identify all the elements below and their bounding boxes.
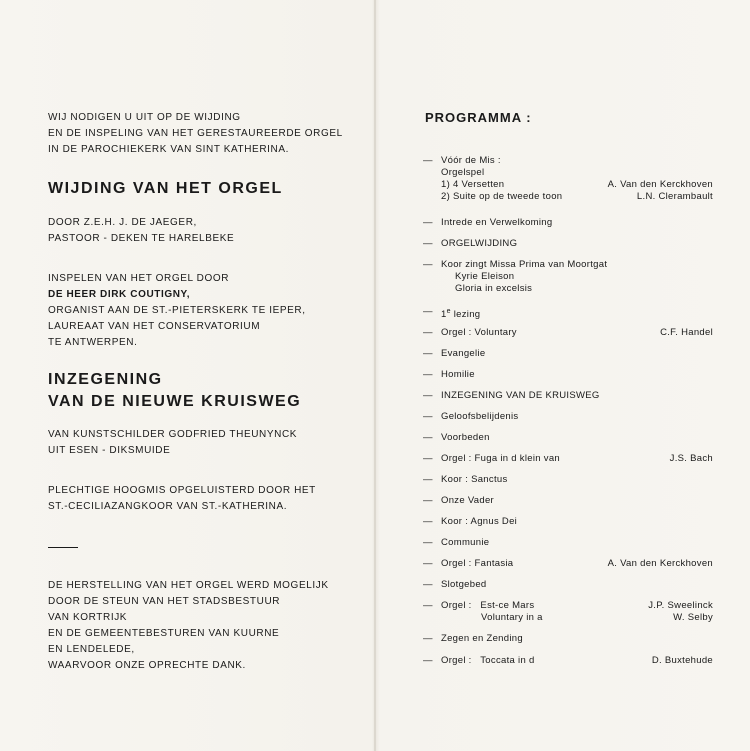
dash: — [423, 259, 433, 270]
organist-name: DE HEER DIRK COUTIGNY, [48, 289, 191, 300]
program-item [423, 306, 713, 321]
heading-wijding: WIJDING VAN HET ORGEL [48, 180, 283, 197]
program-item [423, 348, 713, 360]
wijding-text [48, 215, 234, 247]
composer: A. Van den Kerckhoven [607, 558, 713, 569]
text-line: DOOR DE STEUN VAN HET STADSBESTUUR [48, 596, 281, 607]
text-line: WIJ NODIGEN U UIT OP DE WIJDING [48, 112, 241, 123]
composer: A. Van den Kerckhoven [607, 179, 713, 190]
dash: — [423, 600, 433, 611]
item-label: Onze Vader [441, 495, 494, 506]
center-fold [374, 0, 376, 751]
item-label: 2) Suite op de tweede toon [441, 191, 563, 202]
divider [48, 547, 78, 548]
item-label: Koor : Sanctus [441, 474, 508, 485]
dash: — [423, 155, 433, 166]
text-line: ST.-CECILIAZANGKOOR VAN ST.-KATHERINA. [48, 501, 288, 512]
text-line: ORGANIST AAN DE ST.-PIETERSKERK TE IEPER, [48, 305, 306, 316]
item-label: Gloria in excelsis [455, 283, 533, 294]
dash: — [423, 495, 433, 506]
text-line: TE ANTWERPEN. [48, 337, 138, 348]
dash: — [423, 516, 433, 527]
program-item [423, 217, 713, 229]
kruisweg-text [48, 427, 297, 459]
item-label: Orgel : Voluntary [441, 327, 517, 338]
item-label: Intrede en Verwelkoming [441, 217, 553, 228]
program-item [423, 155, 713, 203]
text-line: EN DE INSPELING VAN HET GERESTAUREERDE ORGEL [48, 128, 343, 139]
program-item [423, 369, 713, 381]
item-label: Voluntary in a [481, 612, 543, 623]
program-item [423, 558, 713, 570]
program-item [423, 453, 713, 465]
text-line: UIT ESEN - DIKSMUIDE [48, 445, 171, 456]
program-item [423, 537, 713, 549]
composer: C.F. Handel [660, 327, 713, 338]
item-label: Zegen en Zending [441, 633, 523, 644]
item-label: Communie [441, 537, 490, 548]
program-item [423, 579, 713, 591]
text-line: WAARVOOR ONZE OPRECHTE DANK. [48, 660, 246, 671]
program-item [423, 600, 713, 624]
program-item [423, 390, 713, 402]
program-item [423, 327, 713, 339]
item-label: Evangelie [441, 348, 486, 359]
item-label: 1) 4 Versetten [441, 179, 505, 190]
item-label: ORGELWIJDING [441, 238, 518, 249]
hoogmis-text [48, 483, 316, 515]
dash: — [423, 348, 433, 359]
composer: W. Selby [673, 612, 713, 623]
item-label: Homilie [441, 369, 475, 380]
thanks-text [48, 578, 329, 674]
dash: — [423, 453, 433, 464]
program-item [423, 238, 713, 250]
heading-line: INZEGENING [48, 371, 163, 388]
dash: — [423, 633, 433, 644]
item-label: lezing [450, 309, 481, 321]
dash: — [423, 217, 433, 228]
item-label: Orgel : Est-ce Mars [441, 600, 535, 611]
item-label: 1 [441, 309, 447, 321]
heading-inzegening [48, 369, 301, 413]
program-item [423, 655, 713, 667]
item-label: Orgel : Fuga in d klein van [441, 453, 560, 464]
text-line: VAN KUNSTSCHILDER GODFRIED THEUNYNCK [48, 429, 298, 440]
item-label: Orgel : Fantasia [441, 558, 514, 569]
superscript: e [446, 308, 451, 315]
dash: — [423, 655, 433, 666]
item-label: INZEGENING VAN DE KRUISWEG [441, 390, 600, 401]
dash: — [423, 327, 433, 338]
item-label: Kyrie Eleison [455, 271, 515, 282]
program-item [423, 633, 713, 645]
heading-line: VAN DE NIEUWE KRUISWEG [48, 393, 302, 410]
dash: — [423, 306, 433, 317]
composer: L.N. Clerambault [636, 191, 713, 202]
invitation-text [48, 110, 343, 158]
item-label: Orgelspel [441, 167, 485, 178]
inspelen-text [48, 271, 306, 351]
program-item [423, 516, 713, 528]
text-line: EN LENDELEDE, [48, 644, 135, 655]
program-item [423, 259, 713, 295]
composer: J.P. Sweelinck [648, 600, 713, 611]
item-label: Vóór de Mis : [441, 155, 501, 166]
program-item [423, 474, 713, 486]
composer: J.S. Bach [669, 453, 713, 464]
text-line: DE HERSTELLING VAN HET ORGEL WERD MOGELIJK [48, 580, 329, 591]
item-label: Koor : Agnus Dei [441, 516, 518, 527]
item-label: Slotgebed [441, 579, 487, 590]
text-line: VAN KORTRIJK [48, 612, 128, 623]
dash: — [423, 369, 433, 380]
dash: — [423, 474, 433, 485]
text-line: INSPELEN VAN HET ORGEL DOOR [48, 273, 230, 284]
dash: — [423, 411, 433, 422]
program-item [423, 495, 713, 507]
text-line: DOOR Z.E.H. J. DE JAEGER, [48, 217, 197, 228]
text-line: LAUREAAT VAN HET CONSERVATORIUM [48, 321, 261, 332]
program-item [423, 432, 713, 444]
program-item [423, 411, 713, 423]
text-line: PLECHTIGE HOOGMIS OPGELUISTERD DOOR HET [48, 485, 316, 496]
item-label: Orgel : Toccata in d [441, 655, 535, 666]
dash: — [423, 579, 433, 590]
dash: — [423, 390, 433, 401]
text-line: PASTOOR - DEKEN TE HARELBEKE [48, 233, 235, 244]
item-label: Geloofsbelijdenis [441, 411, 519, 422]
program-title: PROGRAMMA : [425, 110, 532, 125]
item-label: Voorbeden [441, 432, 490, 443]
dash: — [423, 537, 433, 548]
dash: — [423, 432, 433, 443]
text-line: EN DE GEMEENTEBESTUREN VAN KUURNE [48, 628, 280, 639]
dash: — [423, 558, 433, 569]
composer: D. Buxtehude [651, 655, 713, 666]
dash: — [423, 238, 433, 249]
text-line: IN DE PAROCHIEKERK VAN SINT KATHERINA. [48, 144, 289, 155]
item-label: Koor zingt Missa Prima van Moortgat [441, 259, 608, 270]
